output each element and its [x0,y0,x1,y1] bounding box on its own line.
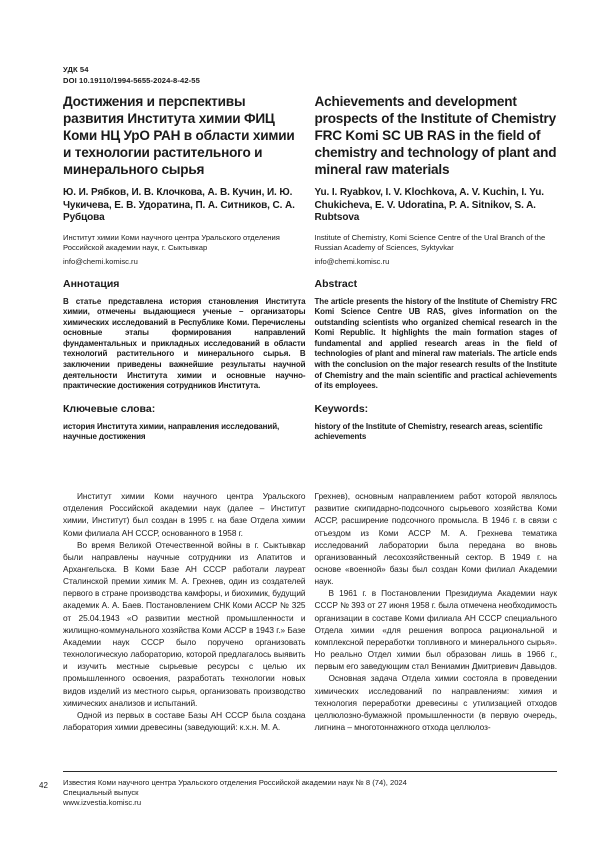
article-title-en: Achievements and development prospects of the Institute of Chemistry FRC Komi SC UB RAS in the field of chemistry and technology of plant and mineral raw materials [314,94,557,177]
abstract-heading-ru: Аннотация [63,277,120,290]
keywords-text-ru: история Института химии, направления исследований, научные достижения [63,421,280,442]
udc-number: УДК 54 [63,65,89,74]
body-paragraph: Во время Великой Отечественной войны в г. Сыктывкар были направлены научные сотрудники из Апатитов и Архангельска. В Коми Базе АН СССР работали лауреат Сталинской премии химик М. А. Грехнев, один из создателей первого в стране производства камфоры, и биохимик, будущий академик А. А. Баев. Постановлением СНК Коми АССР № 325 от 25.04.1943 «О развитии местной промышленности и жилищно-коммунального хозяйства Коми АССР в 1943 г.» Базе Академии наук СССР было поручено организовать технологическую лабораторию, которой предлагалось выявить и изучить местные сырьевые ресурсы с целью их промышленного освоения, разработать технологии новых видов изделий из местного сырья, организовать производство химических анализов и испытаний. [63,539,306,708]
article-title-ru: Достижения и перспективы развития Института химии ФИЦ Коми НЦ УрО РАН в области химии и технологии растительного и минерального сырья [63,94,295,177]
body-paragraph: В 1961 г. в Постановлении Президиума Академии наук СССР № 393 от 27 июня 1958 г. была отмечена необходимость организации в составе Коми филиала АН СССР специального Отдела химии «для решения вопроса рациональной и комплексной переработки топливного и минерального сырья». Но реально Отдел химии был образован лишь в 1966 г., первым его заведующим стал Вениамин Дмитриевич Давыдов. [314,588,557,672]
body-paragraph: Грехнев), основным направлением работ которой являлось развитие скипидарно-подсочного сырьевого хозяйства Коми АССР, расширение подсочного промысла. В 1946 г. в связи с отъездом из Коми АССР М. А. Грехнева тематика исследований лаборатории была передана во вновь организованный лесохозяйственный сектор. В 1949 г. на основе «военной» базы был создан Коми филиал Академии наук. [314,491,557,587]
bilingual-header [63,86,557,443]
abstract-text-en: The article presents the history of the Institute of Chemistry FRC Komi Science Centre UB RAS, gives information on the outstanding scientists who organized chemical research in the Komi Republic. It highlights the main formation stages of fundamental and applied research areas in the field of technologies of plant and mineral raw materials. The article ends with the conclusion on the major research results of the Institute of Chemistry and the main scientific and practical achievements of its employees. [314,296,557,391]
body-right-column [315,490,558,733]
affiliation-ru: Институт химии Коми научного центра Уральского отделения Российской академии наук, г. Сыктывкар [63,232,280,252]
journal-website-link[interactable]: www.izvestia.komisc.ru [63,798,142,807]
article-body [63,490,557,733]
body-paragraph: Одной из первых в составе Базы АН СССР была создана лаборатория химии древесины (заведующий: к.х.н. М. А. [63,709,306,732]
article-meta [63,64,557,86]
abstract-text-ru: В статье представлена история становления Института химии, отмечены выдающиеся ученые – организаторы химических исследований в Республике Коми. Перечислены основные этапы формирования направлений фундаментальных и прикладных исследований в области технологий растительного и минерального сырья. В заключении приведены важнейшие результаты научной деятельности Института химии и основные научно-практические достижения сотрудников Института. [63,296,306,391]
authors-ru: Ю. И. Рябков, И. В. Клочкова, А. В. Кучин, И. Ю. Чукичева, Е. В. Удоратина, П. А. Ситников, С. А. Рубцова [63,187,295,223]
keywords-heading-ru: Ключевые слова: [63,402,156,415]
body-left-column [63,490,306,733]
keywords-text-en: history of the Institute of Chemistry, research areas, scientific achievements [314,421,543,442]
email-link-ru[interactable]: info@chemi.komisc.ru [63,256,138,266]
doi-number: DOI 10.19110/1994-5655-2024-8-42-55 [63,76,200,85]
issue-type: Специальный выпуск [63,788,139,797]
journal-name: Известия Коми научного центра Уральского отделения Российской академии наук № 8 (74), 2024 [63,778,407,787]
english-column [315,86,558,443]
keywords-heading-en: Keywords: [314,402,369,415]
body-paragraph: Основная задача Отдела химии состояла в проведении химических исследований по направлениям: химия и технология переработки древесины с утилизацией отходов целлюлозно-бумажной промышленности (в первую очередь, лигнина – многотоннажного отхода целлюлоз- [314,673,557,732]
page-number: 42 [39,781,48,790]
authors-en: Yu. I. Ryabkov, I. V. Klochkova, A. V. Kuchin, I. Yu. Chukicheva, E. V. Udoratina, P. A. Sitnikov, S. A. Rubtsova [314,187,544,223]
russian-column [63,86,306,443]
body-paragraph: Институт химии Коми научного центра Уральского отделения Российской академии наук (далее – Институт химии, Институт) был создан в 1995 г. на базе Отдела химии Коми филиала АН СССР, основанного в 1958 г. [63,491,306,538]
email-link-en[interactable]: info@chemi.komisc.ru [314,256,390,266]
affiliation-en: Institute of Chemistry, Komi Science Centre of the Ural Branch of the Russian Academy of Sciences, Syktyvkar [314,232,546,252]
abstract-heading-en: Abstract [314,277,358,290]
journal-footer [39,771,557,808]
